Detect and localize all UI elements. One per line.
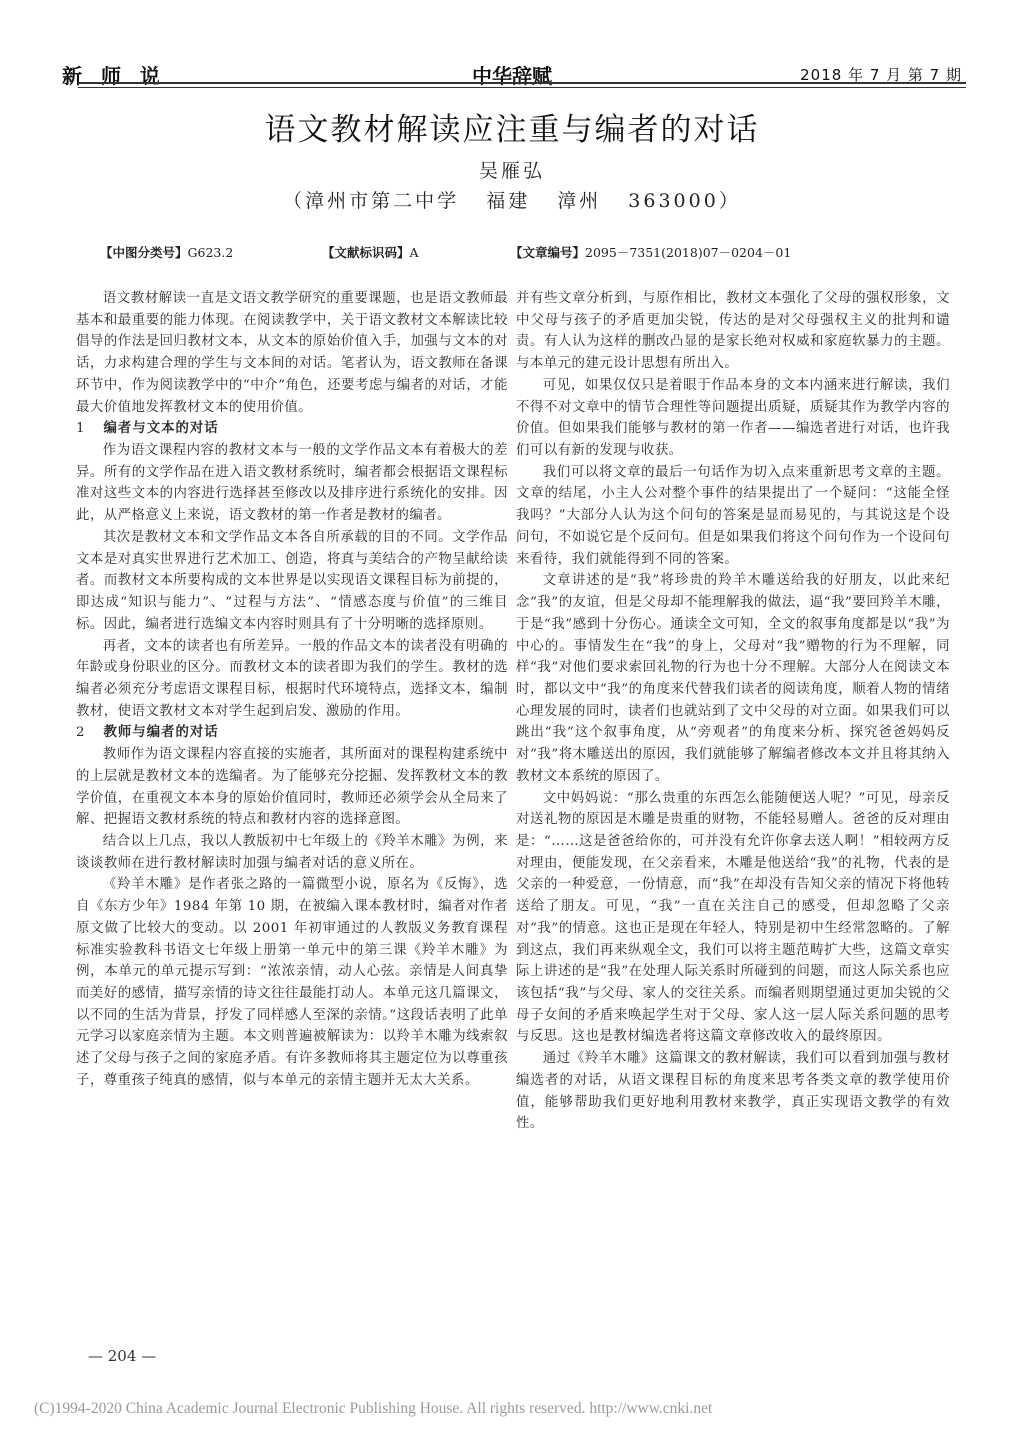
paragraph: 《羚羊木雕》是作者张之路的一篇微型小说，原名为《反悔》，选自《东方少年》1984 年第 10 期，在被编入课本教材时，编者对作者原文做了比较大的变动。以 2001 年初审通过的人教版义务教育课程标准实验教科书语文七年级上册第一单元中的第三课《羚羊木雕》为例，本单元的单元提示写到：“浓浓亲情，动人心弦。亲情是人间真挚而美好的感情，描写亲情的诗文往往最能打动人。本单元这几篇课文，以不同的生活为背景，抒发了同样感人至深的亲情。”这段话表明了此单元学习以家庭亲情为主题。本文则普遍被解读为：以羚羊木雕为线索叙述了父母与孩子之间的家庭矛盾。有许多教师将其主题定位为以尊重孩子，尊重孩子纯真的感情，似与本单元的亲情主题并无太大关系。 — [76, 877, 508, 1088]
meta-label: 【文章编号】 — [510, 245, 586, 260]
meta-label: 【文献标识码】 — [322, 245, 410, 260]
page-number: — 204 — — [88, 1347, 157, 1365]
article-number — [510, 243, 791, 261]
paragraph: 通过《羚羊木雕》这篇课文的教材解读，我们可以看到加强与教材编选者的对话，从语文课程目标的角度来思考各类文章的教学使用价值，能够帮助我们更好地利用教材来教学，真正实现语文教学的有效性。 — [516, 1051, 950, 1132]
paragraph: 作为语文课程内容的教材文本与一般的文学作品文本有着极大的差异。所有的文学作品在进入语文教材系统时，编者都会根据语文课程标准对这些文本的内容进行选择甚至修改以及排序进行系统化的安排。因此，从严格意义上来说，语文教材的第一作者是教材的编者。 — [76, 443, 508, 524]
section-heading — [76, 418, 508, 440]
column-name: 新 师 说 — [62, 64, 166, 88]
header-rule-thin — [78, 87, 966, 88]
article-author: 吴雁弘 — [478, 160, 545, 182]
paragraph: 其次是教材文本和文学作品文本各自所承载的目的不同。文学作品文本是对真实世界进行艺术加工、创造，将真与美结合的产物呈献给读者。而教材文本所要构成的文本世界是以实现语文课程目标为前提的，即达成“知识与能力”、“过程与方法”、“情感态度与价值”的三维目标。因此，编者进行选编文本内容时则具有了十分明晰的选择原则。 — [76, 529, 508, 632]
right-column — [516, 288, 950, 1135]
section-heading — [76, 722, 508, 744]
paragraph: 教师作为语文课程内容直接的实施者，其所面对的课程构建系统中的上层就是教材文本的选编者。为了能够充分挖掘、发挥教材文本的教学价值，在重视文本本身的原始价值同时，教师还必须学会从全局来了解、把握语文教材系统的特点和教材内容的选择意图。 — [76, 747, 508, 828]
meta-label: 【中图分类号】 — [100, 245, 188, 260]
meta-value: A — [409, 245, 419, 260]
paragraph: 并有些文章分析到，与原作相比，教材文本强化了父母的强权形象，文中父母与孩子的矛盾更加尖锐，传达的是对父母强权主义的批判和谴责。有人认为这样的删改凸显的是家长绝对权威和家庭软暴力的主题。与本单元的建元设计思想有所出入。 — [516, 291, 950, 372]
paragraph: 可见，如果仅仅只是着眼于作品本身的文本内涵来进行解读，我们不得不对文章中的情节合理性等问题提出质疑，质疑其作为教学内容的价值。但如果我们能够与教材的第一作者——编选者进行对话，也许我们可以有新的发现与收获。 — [516, 377, 950, 459]
paragraph: 文章讲述的是“我”将珍贵的羚羊木雕送给我的好朋友，以此来纪念“我”的友谊，但是父母却不能理解我的做法，逼“我”要回羚羊木雕，于是“我”感到十分伤心。通读全文可知，全文的叙事角度都是以“我”为中心的。事情发生在“我”的身上，父母对“我”赠物的行为不理解，同样“我”对他们要求索回礼物的行为也十分不理解。大部分人在阅读文本时，都以文中“我”的角度来代替我们读者的阅读角度，顺着人物的情绪心理发展的同时，读者们也就站到了文中父母的对立面。如果我们可以跳出“我”这个叙事角度，从“旁观者”的角度来分析、探究爸爸妈妈反对“我”将木雕送出的原因，我们就能够了解编者修改本文并且将其纳入教材文本系统的原因了。 — [516, 573, 950, 784]
issue-info: 2018 年 7 月 第 7 期 — [800, 66, 962, 84]
section-number: 2 — [76, 725, 86, 741]
author-affiliation: （漳州市第二中学 福建 漳州 363000） — [283, 190, 741, 212]
meta-value: 2095－7351(2018)07－0204－01 — [585, 245, 792, 260]
meta-value: G623.2 — [187, 245, 234, 260]
paragraph: 语文教材解读一直是文语文教学研究的重要课题，也是语文教师最基本和最重要的能力体现。在阅读教学中，关于语文教材文本解读比较倡导的作法是回归教材文本，从文本的原始价值入手，加强与文本的对话，力求构建合理的学生与文本间的对话。笔者认为，语文教师在备课环节中，作为阅读教学中的“中介”角色，还要考虑与编者的对话，才能最大价值地发挥教材文本的使用价值。 — [76, 291, 508, 415]
left-column — [76, 288, 508, 1092]
paragraph: 文中妈妈说：“那么贵重的东西怎么能随便送人呢？”可见，母亲反对送礼物的原因是木雕是贵重的财物，不能轻易赠人。爸爸的反对理由是：“……这是爸爸给你的，可并没有允许你拿去送人啊！”相较两方反对理由，便能发现，在父亲看来，木雕是他送给“我”的礼物，代表的是父亲的一种爱意，一份情意，而“我”在却没有告知父亲的情况下将他转送给了朋友。可见，“我”一直在关注自己的感受，但却忽略了父亲对“我”的情意。这也正是现在年轻人，特别是初中生经常忽略的。了解到这点，我们再来纵观全文，我们可以将主题范畴扩大些，这篇文章实际上讲述的是“我”在处理人际关系时所碰到的问题，而这人际关系也应该包括“我”与父母、家人的交往关系。而编者则期望通过更加尖锐的父母子女间的矛盾来唤起学生对于父母、家人这一层人际关系问题的思考与反思。这也是教材编选者将这篇文章修改收入的最终原因。 — [516, 790, 950, 1045]
paragraph: 再者，文本的读者也有所差异。一般的作品文本的读者没有明确的年龄或身份职业的区分。而教材文本的读者即为我们的学生。教材的选编者必须充分考虑语文课程目标，根据时代环境特点，选择文本，编制教材，使语文教材文本对学生起到启发、激励的作用。 — [76, 638, 508, 719]
section-title: 编者与文本的对话 — [103, 421, 219, 437]
paragraph: 我们可以将文章的最后一句话作为切入点来重新思考文章的主题。文章的结尾，小主人公对整个事件的结果提出了一个疑问：“这能全怪我吗？”大部分人认为这个问句的答案是显而易见的，与其说这是个设问句，不如说它是个反问句。但是如果我们将这个问句作为一个设问句来看待，我们就能得到不同的答案。 — [516, 464, 950, 567]
journal-name: 中华辞赋 — [472, 64, 552, 88]
paragraph: 结合以上几点，我以人教版初中七年级上的《羚羊木雕》为例，来谈谈教师在进行教材解读时加强与编者对话的意义所在。 — [76, 833, 508, 871]
copyright-notice: (C)1994-2020 China Academic Journal Electronic Publishing House. All rights reserved. http://www.cnki.net — [34, 1400, 713, 1417]
header-rule-thick — [78, 82, 966, 84]
section-title: 教师与编者的对话 — [103, 725, 219, 741]
section-number: 1 — [76, 421, 86, 437]
document-code — [322, 243, 419, 261]
article-title: 语文教材解读应注重与编者的对话 — [264, 112, 760, 148]
classification-number — [100, 243, 233, 261]
